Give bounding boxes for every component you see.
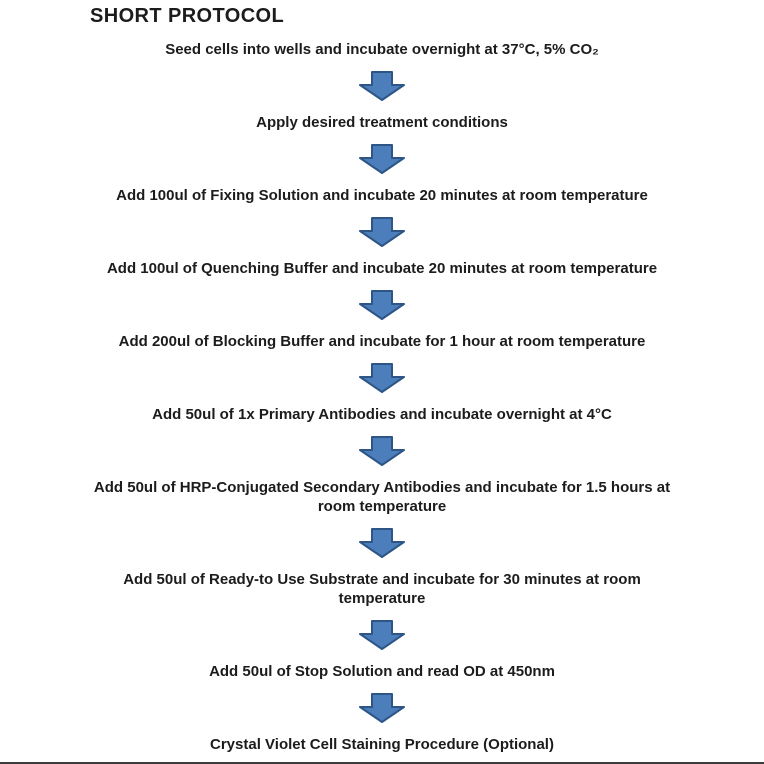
down-arrow-icon <box>359 363 405 393</box>
down-arrow-icon <box>359 217 405 247</box>
down-arrow-icon <box>359 693 405 723</box>
down-arrow-icon <box>359 620 405 650</box>
protocol-step: Seed cells into wells and incubate overnight at 37°C, 5% CO₂ <box>165 41 599 58</box>
protocol-step: Add 50ul of 1x Primary Antibodies and incubate overnight at 4°C <box>152 406 612 423</box>
down-arrow-icon <box>359 528 405 558</box>
protocol-step: Add 200ul of Blocking Buffer and incubate for 1 hour at room temperature <box>118 333 646 350</box>
protocol-step: Add 50ul of Stop Solution and read OD at 450nm <box>209 663 555 680</box>
protocol-step: Add 100ul of Fixing Solution and incubate 20 minutes at room temperature <box>116 187 648 204</box>
protocol-step: Crystal Violet Cell Staining Procedure (Optional) <box>210 736 554 753</box>
protocol-step: Apply desired treatment conditions <box>256 114 508 131</box>
protocol-step: Add 50ul of HRP-Conjugated Secondary Antibodies and incubate for 1.5 hours at room temperature <box>93 479 671 515</box>
protocol-step: Add 100ul of Quenching Buffer and incubate 20 minutes at room temperature <box>106 260 658 277</box>
protocol-step: Add 50ul of Ready-to Use Substrate and incubate for 30 minutes at room temperature <box>123 571 641 607</box>
down-arrow-icon <box>359 290 405 320</box>
down-arrow-icon <box>359 144 405 174</box>
down-arrow-icon <box>359 436 405 466</box>
page-title: SHORT PROTOCOL <box>90 5 285 27</box>
down-arrow-icon <box>359 71 405 101</box>
